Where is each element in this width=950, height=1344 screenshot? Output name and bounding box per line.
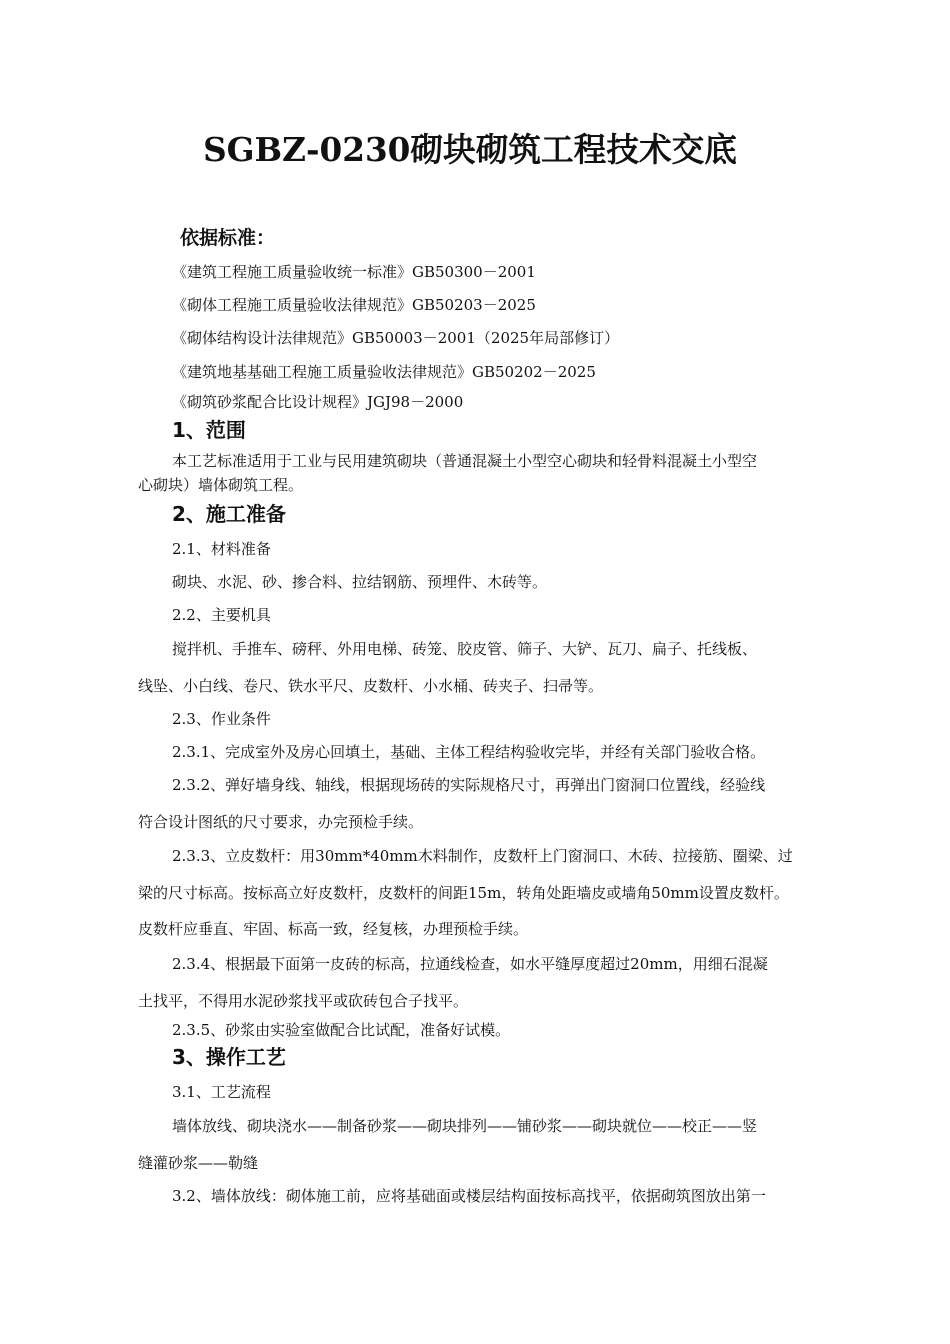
paragraph-line: 2.3.3、立皮数杆：用30mm*40mm木料制作，皮数杆上门窗洞口、木砖、拉接筋、圈梁、过 xyxy=(172,847,793,865)
paragraph-line: 2.3.1、完成室外及房心回填土，基础、主体工程结构验收完毕，并经有关部门验收合格。 xyxy=(172,743,766,761)
subsection-title: 2.1、材料准备 xyxy=(172,540,271,558)
paragraph-line: 心砌块）墙体砌筑工程。 xyxy=(138,476,304,494)
section-heading-process: 3、操作工艺 xyxy=(172,1045,286,1069)
standard-item: 《砌筑砂浆配合比设计规程》JGJ98－2000 xyxy=(172,393,464,411)
paragraph-line: 梁的尺寸标高。按标高立好皮数杆，皮数杆的间距15m，转角处距墙皮或墙角50mm设置皮数杆。 xyxy=(138,884,789,902)
basis-heading: 依据标准： xyxy=(180,227,276,249)
paragraph-line: 缝灌砂浆——勒缝 xyxy=(138,1154,259,1172)
paragraph-line: 砌块、水泥、砂、掺合料、拉结钢筋、预埋件、木砖等。 xyxy=(172,573,548,591)
standard-item: 《砌体结构设计法律规范》GB50003－2001（2025年局部修订） xyxy=(172,329,620,347)
standard-item: 《建筑地基基础工程施工质量验收法律规范》GB50202－2025 xyxy=(172,363,596,381)
paragraph-line: 皮数杆应垂直、牢固、标高一致，经复核，办理预检手续。 xyxy=(138,920,529,938)
paragraph-line: 墙体放线、砌块浇水——制备砂浆——砌块排列——铺砂浆——砌块就位——校正——竖 xyxy=(172,1117,758,1135)
subsection-title: 3.1、工艺流程 xyxy=(172,1083,271,1101)
paragraph-line: 2.3.2、弹好墙身线、轴线，根据现场砖的实际规格尺寸，再弹出门窗洞口位置线，经验线 xyxy=(172,776,766,794)
section-heading-preparation: 2、施工准备 xyxy=(172,502,286,526)
paragraph-line: 符合设计图纸的尺寸要求，办完预检手续。 xyxy=(138,813,424,831)
paragraph-line: 土找平，不得用水泥砂浆找平或砍砖包合子找平。 xyxy=(138,992,469,1010)
paragraph-line: 2.3.5、砂浆由实验室做配合比试配，准备好试模。 xyxy=(172,1021,511,1039)
standard-item: 《建筑工程施工质量验收统一标准》GB50300－2001 xyxy=(172,263,536,281)
paragraph-line: 3.2、墙体放线：砌体施工前，应将基础面或楼层结构面按标高找平，依据砌筑图放出第一 xyxy=(172,1187,766,1205)
paragraph-line: 本工艺标准适用于工业与民用建筑砌块（普通混凝土小型空心砌块和轻骨料混凝土小型空 xyxy=(172,452,758,470)
paragraph-line: 线坠、小白线、卷尺、铁水平尺、皮数杆、小水桶、砖夹子、扫帚等。 xyxy=(138,677,604,695)
standard-item: 《砌体工程施工质量验收法律规范》GB50203－2025 xyxy=(172,296,536,314)
paragraph-line: 搅拌机、手推车、磅秤、外用电梯、砖笼、胶皮管、筛子、大铲、瓦刀、扁子、托线板、 xyxy=(172,640,758,658)
document-title: SGBZ-0230砌块砌筑工程技术交底 xyxy=(203,130,737,169)
section-heading-scope: 1、范围 xyxy=(172,418,246,442)
subsection-title: 2.3、作业条件 xyxy=(172,710,271,728)
subsection-title: 2.2、主要机具 xyxy=(172,606,271,624)
paragraph-line: 2.3.4、根据最下面第一皮砖的标高，拉通线检查，如水平缝厚度超过20mm，用细石混凝 xyxy=(172,955,768,973)
